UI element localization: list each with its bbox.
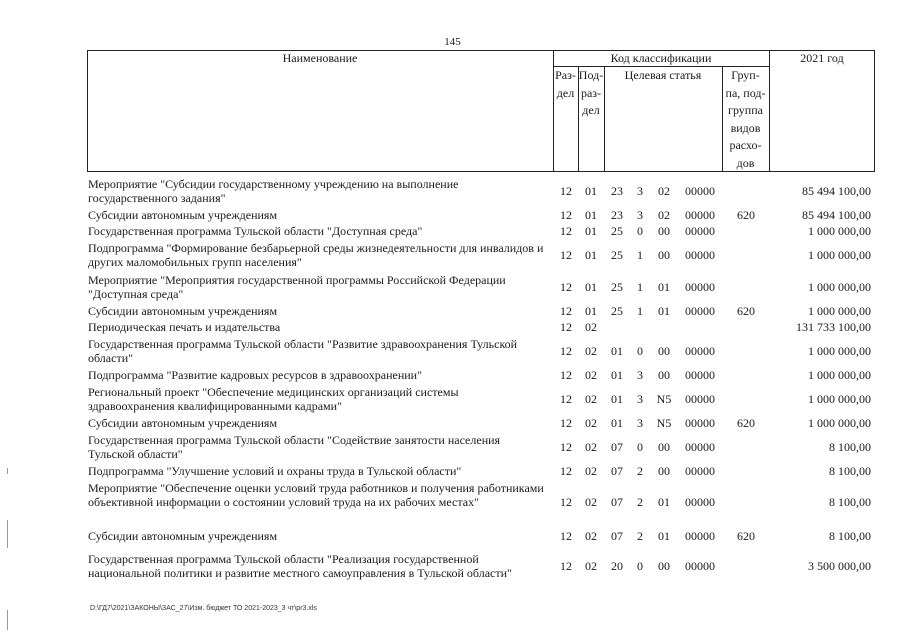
row-code-pr: 01 (585, 184, 597, 198)
row-name: Государственная программа Тульской области "Развитие здравоохранения Тульской области" (88, 337, 518, 365)
row-code-cs3: 01 (658, 280, 670, 294)
header-podrazdel-line: раз- (580, 85, 602, 100)
row-code-cs3: 01 (658, 495, 670, 509)
row-code-pr: 02 (585, 368, 597, 382)
row-code-cs2: 3 (637, 416, 643, 430)
row-code-cs1: 07 (611, 495, 623, 509)
row-code-pr: 02 (585, 320, 597, 334)
table-row (87, 239, 875, 271)
row-code-cs4: 00000 (685, 248, 715, 262)
table-row (87, 303, 875, 319)
table-row (87, 223, 875, 239)
row-code-rz: 12 (560, 440, 572, 454)
file-path-footer: D:\ГД7\2021\ЗАКОНЫ\ЗАС_27\Изм. бюджет ТО 2021-2023_3 чт\pr3.xls (90, 605, 317, 612)
row-code-pr: 01 (585, 280, 597, 294)
row-code-cs2: 3 (637, 208, 643, 222)
header-gruppa-line: Груп- (731, 68, 760, 82)
row-code-pr: 01 (585, 224, 597, 238)
row-code-cs2: 2 (637, 529, 643, 543)
row-name: Мероприятие "Обеспечение оценки условий труда работников и получения работниками объективной информации о состоянии условий труда на их рабочих местах" (88, 481, 544, 509)
row-code-cs3: 02 (658, 208, 670, 222)
row-code-cs1: 25 (611, 224, 623, 238)
header-razdel-line: Раз- (555, 68, 576, 82)
row-code-cs1: 20 (611, 559, 623, 573)
row-code-cs1: 07 (611, 440, 623, 454)
row-code-pr: 01 (585, 248, 597, 262)
row-name: Мероприятие "Мероприятия государственной программы Российской Федерации "Доступная среда" (88, 273, 506, 301)
table-row (87, 207, 875, 223)
row-code-cs3: 00 (658, 368, 670, 382)
row-code-cs2: 1 (637, 304, 643, 318)
row-code-rz: 12 (560, 224, 572, 238)
row-amount: 1 000 000,00 (808, 392, 871, 406)
header-gruppa-line: расхо- (729, 138, 762, 152)
row-code-cs2: 0 (637, 224, 643, 238)
row-code-cs2: 0 (637, 559, 643, 573)
row-code-cs4: 00000 (685, 559, 715, 573)
header-razdel (553, 67, 578, 102)
row-code-cs1: 07 (611, 464, 623, 478)
row-code-cs2: 1 (637, 280, 643, 294)
row-name: Государственная программа Тульской области "Реализация государственной национальной политики и развитие местного самоуправления в Тульской области" (88, 552, 512, 580)
row-code-rz: 12 (560, 184, 572, 198)
table-row (87, 319, 875, 335)
margin-mark (7, 520, 8, 548)
row-code-cs2: 0 (637, 344, 643, 358)
row-code-cs4: 00000 (685, 392, 715, 406)
row-code-rz: 12 (560, 344, 572, 358)
row-amount: 1 000 000,00 (808, 248, 871, 262)
row-code-rz: 12 (560, 464, 572, 478)
row-code-cs4: 00000 (685, 440, 715, 454)
row-amount: 8 100,00 (829, 440, 871, 454)
row-code-rz: 12 (560, 529, 572, 543)
row-amount: 131 733 100,00 (796, 320, 871, 334)
row-code-cs1: 25 (611, 304, 623, 318)
row-code-cs4: 00000 (685, 368, 715, 382)
row-code-cs3: N5 (656, 392, 672, 406)
row-code-rz: 12 (560, 280, 572, 294)
row-code-cs1: 23 (611, 208, 623, 222)
row-code-cs3: 02 (658, 184, 670, 198)
row-code-cs2: 3 (637, 392, 643, 406)
row-name: Субсидии автономным учреждениям (88, 304, 278, 318)
header-gruppa-line: дов (736, 155, 755, 170)
row-code-cs4: 00000 (685, 495, 715, 509)
table-row (87, 547, 875, 584)
header-gruppa-line: группа (728, 103, 763, 117)
row-code-vr: 620 (737, 304, 755, 318)
row-code-cs1: 07 (611, 529, 623, 543)
header-code-classification: Код классификации (610, 51, 712, 65)
row-code-rz: 12 (560, 495, 572, 509)
row-code-cs1: 23 (611, 184, 623, 198)
row-code-cs4: 00000 (685, 208, 715, 222)
row-code-rz: 12 (560, 392, 572, 406)
row-code-cs2: 2 (637, 464, 643, 478)
row-code-cs4: 00000 (685, 280, 715, 294)
budget-table-body (87, 175, 875, 584)
header-podrazdel-line: дел (582, 103, 600, 117)
row-code-cs3: 00 (658, 464, 670, 478)
row-code-cs3: 00 (658, 224, 670, 238)
row-amount: 1 000 000,00 (808, 344, 871, 358)
row-code-pr: 02 (585, 559, 597, 573)
row-amount: 1 000 000,00 (808, 280, 871, 294)
row-code-pr: 02 (585, 392, 597, 406)
row-amount: 8 100,00 (829, 464, 871, 478)
row-name: Субсидии автономным учреждениям (88, 529, 278, 543)
row-code-cs1: 25 (611, 280, 623, 294)
row-amount: 1 000 000,00 (808, 368, 871, 382)
row-code-vr: 620 (737, 529, 755, 543)
header-celevaya-statya: Целевая статья (624, 68, 702, 82)
row-code-cs4: 00000 (685, 304, 715, 318)
table-row (87, 463, 875, 479)
table-row (87, 271, 875, 303)
row-code-cs1: 25 (611, 248, 623, 262)
row-code-cs3: N5 (656, 416, 672, 430)
header-podrazdel (578, 67, 604, 120)
row-code-vr: 620 (737, 208, 755, 222)
row-name: Подпрограмма "Формирование безбарьерной среды жизнедеятельности для инвалидов и других маломобильных групп населения" (88, 241, 544, 269)
row-code-pr: 02 (585, 416, 597, 430)
header-gruppa (722, 67, 769, 172)
table-row (87, 367, 875, 383)
header-divider-year (769, 50, 770, 172)
row-name: Государственная программа Тульской области "Доступная среда" (88, 224, 423, 238)
row-code-cs3: 00 (658, 440, 670, 454)
row-code-cs2: 2 (637, 495, 643, 509)
row-name: Региональный проект "Обеспечение медицинских организаций системы здравоохранения квалифицированными кадрами" (88, 385, 459, 413)
row-code-pr: 02 (585, 495, 597, 509)
row-code-cs1: 01 (611, 344, 623, 358)
row-name: Мероприятие "Субсидии государственному учреждению на выполнение государственного задания" (88, 177, 459, 205)
row-code-cs3: 01 (658, 304, 670, 318)
row-name: Подпрограмма "Развитие кадровых ресурсов в здравоохранении" (88, 368, 422, 382)
header-border-right (874, 50, 875, 172)
table-row (87, 383, 875, 415)
table-row (87, 415, 875, 431)
header-year: 2021 год (800, 51, 844, 65)
row-code-cs2: 3 (637, 368, 643, 382)
row-code-rz: 12 (560, 208, 572, 222)
row-name: Субсидии автономным учреждениям (88, 416, 278, 430)
row-code-rz: 12 (560, 304, 572, 318)
row-code-pr: 02 (585, 464, 597, 478)
row-code-pr: 02 (585, 440, 597, 454)
row-code-cs4: 00000 (685, 464, 715, 478)
row-code-cs2: 3 (637, 184, 643, 198)
table-row (87, 335, 875, 367)
table-row (87, 479, 875, 525)
row-amount: 85 494 100,00 (802, 208, 871, 222)
row-code-cs4: 00000 (685, 224, 715, 238)
table-header (87, 50, 875, 172)
table-row (87, 175, 875, 207)
row-code-rz: 12 (560, 368, 572, 382)
row-code-pr: 01 (585, 208, 597, 222)
table-row (87, 431, 875, 463)
row-name: Подпрограмма "Улучшение условий и охраны труда в Тульской области" (88, 464, 462, 478)
row-code-cs3: 00 (658, 344, 670, 358)
row-code-rz: 12 (560, 559, 572, 573)
row-code-cs3: 00 (658, 559, 670, 573)
row-code-cs2: 1 (637, 248, 643, 262)
row-amount: 3 500 000,00 (808, 559, 871, 573)
row-code-rz: 12 (560, 248, 572, 262)
row-code-pr: 01 (585, 304, 597, 318)
row-code-vr: 620 (737, 416, 755, 430)
row-code-cs3: 01 (658, 529, 670, 543)
margin-mark (7, 610, 8, 630)
row-code-cs4: 00000 (685, 416, 715, 430)
row-name: Периодическая печать и издательства (88, 320, 281, 334)
page-number: 145 (444, 36, 461, 48)
row-name: Субсидии автономным учреждениям (88, 208, 278, 222)
row-name: Государственная программа Тульской области "Содействие занятости населения Тульской области" (88, 433, 501, 461)
header-razdel-line: дел (556, 85, 575, 100)
row-amount: 1 000 000,00 (808, 224, 871, 238)
row-amount: 1 000 000,00 (808, 416, 871, 430)
table-row (87, 525, 875, 547)
header-gruppa-line: видов (730, 120, 761, 135)
row-amount: 8 100,00 (829, 529, 871, 543)
row-code-cs1: 01 (611, 416, 623, 430)
row-code-pr: 02 (585, 529, 597, 543)
header-gruppa-line: па, под- (725, 85, 766, 100)
row-code-cs1: 01 (611, 368, 623, 382)
row-code-cs4: 00000 (685, 344, 715, 358)
header-podrazdel-line: Под- (578, 68, 604, 82)
margin-mark (7, 468, 8, 474)
row-code-rz: 12 (560, 320, 572, 334)
row-code-cs2: 0 (637, 440, 643, 454)
header-name: Наименование (282, 51, 358, 65)
row-amount: 1 000 000,00 (808, 304, 871, 318)
row-code-cs4: 00000 (685, 184, 715, 198)
row-code-rz: 12 (560, 416, 572, 430)
row-code-cs4: 00000 (685, 529, 715, 543)
row-amount: 8 100,00 (829, 495, 871, 509)
header-border-left (87, 50, 88, 172)
row-code-cs1: 01 (611, 392, 623, 406)
row-amount: 85 494 100,00 (802, 184, 871, 198)
row-code-pr: 02 (585, 344, 597, 358)
row-code-cs3: 00 (658, 248, 670, 262)
